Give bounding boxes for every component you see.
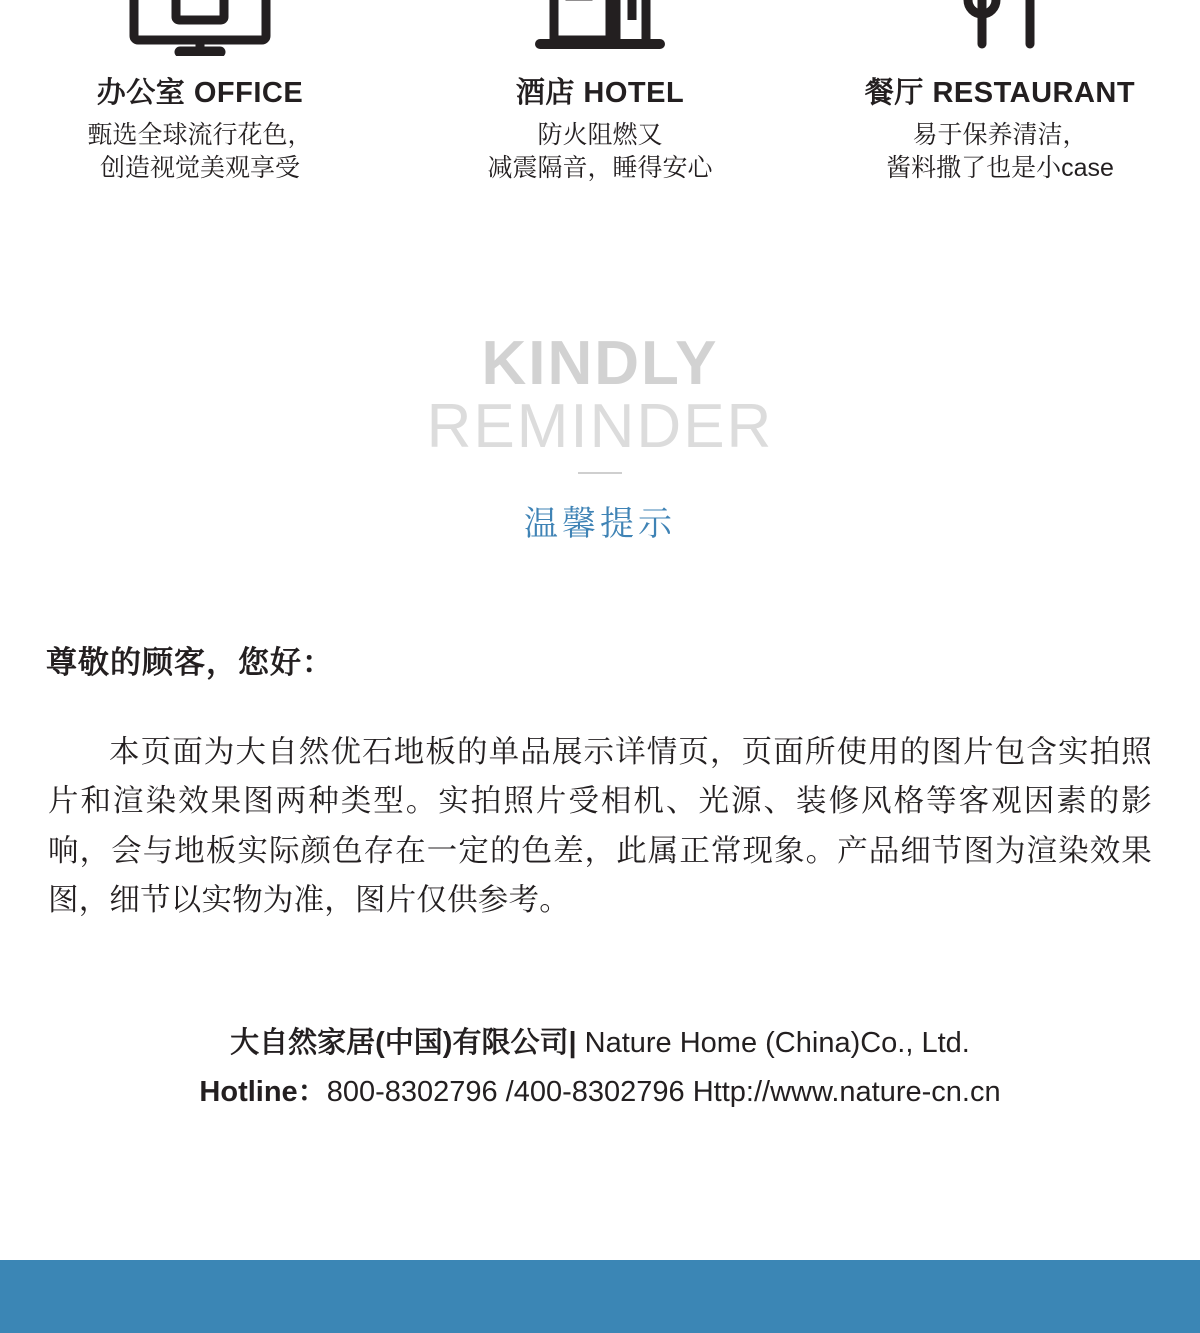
scenario-restaurant [800, 0, 1200, 185]
disclaimer-paragraph: 本页面为大自然优石地板的单品展示详情页，页面所使用的图片包含实拍照片和渲染效果图两种类型。实拍照片受相机、光源、装修风格等客观因素的影响，会与地板实际颜色存在一定的色差，此属正常现象。产品细节图为渲染效果图，细节以实物为准，图片仅供参考。 [48, 734, 1152, 918]
office-monitor-icon [120, 0, 280, 56]
kindly-reminder-header [0, 329, 1200, 545]
section-title-cn: 温馨提示 [524, 504, 676, 543]
scenario-line-1: 防火阻燃又 [537, 121, 663, 149]
company-name-cn: 大自然家居(中国)有限公司| [230, 1026, 577, 1059]
scenario-line-1: 甄选全球流行花色， [87, 121, 313, 149]
hotline-value: 800-8302796 /400-8302796 Http://www.nature-cn.cn [326, 1076, 1001, 1109]
scenario-row [0, 0, 1200, 185]
hotel-building-icon [520, 0, 680, 56]
scenario-title: 餐厅 RESTAURANT [864, 77, 1136, 109]
scenario-line-2: 创造视觉美观享受 [99, 154, 300, 182]
scenario-office [0, 0, 400, 185]
scenario-line-2: 酱料撒了也是小case [886, 154, 1114, 182]
hotline-line [0, 1071, 1200, 1115]
restaurant-cutlery-icon [920, 0, 1080, 56]
scenario-title: 办公室 OFFICE [96, 77, 304, 109]
bottom-blue-band [0, 1260, 1200, 1333]
watermark-reminder: REMINDER [426, 391, 774, 461]
scenario-title: 酒店 HOTEL [515, 77, 685, 109]
divider-rule [578, 472, 622, 474]
watermark-kindly: KINDLY [481, 329, 719, 398]
scenario-line-2: 减震隔音，睡得安心 [487, 154, 713, 182]
company-name-en: Nature Home (China)Co., Ltd. [576, 1026, 970, 1059]
salutation: 尊敬的顾客，您好： [46, 644, 334, 680]
hotline-label: Hotline： [199, 1076, 327, 1109]
scenario-hotel [400, 0, 800, 185]
scenario-line-1: 易于保养清洁， [912, 121, 1088, 149]
company-line [0, 1022, 1200, 1066]
